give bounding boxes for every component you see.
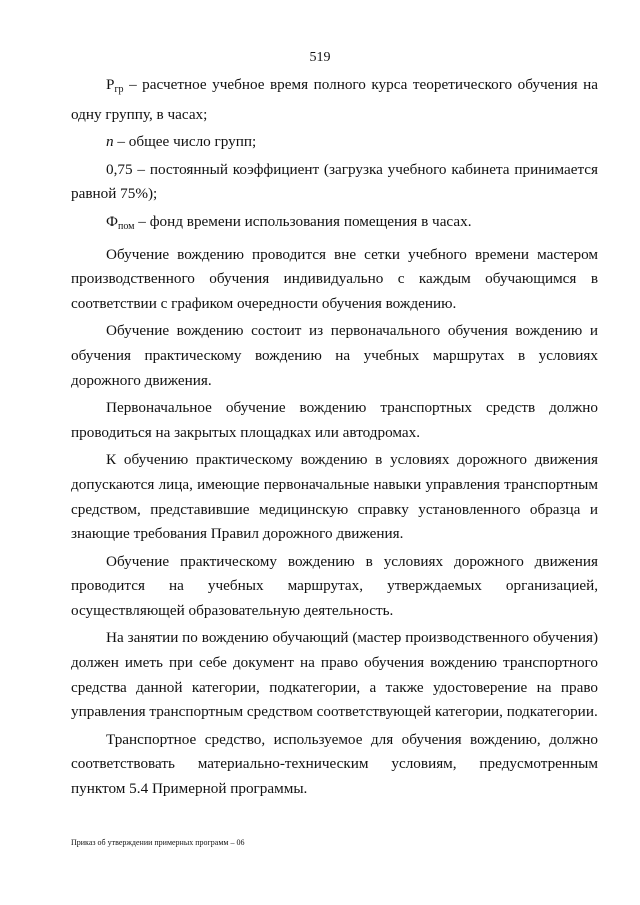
definition-item: [71, 73, 598, 127]
body-paragraph: Транспортное средство, используемое для обучения вождению, должно соответствовать материально-техническим условиям, предусмотренным пунктом 5.4 Примерной программы.: [71, 730, 598, 798]
page-number: 519: [309, 50, 331, 65]
definition-text: 0,75 – постоянный коэффициент (загрузка учебного кабинета принимается равной 75%);: [71, 160, 598, 203]
body-paragraph: Первоначальное обучение вождению транспортных средств должно проводиться на закрытых площадках или автодромах.: [71, 399, 598, 441]
body-paragraph: На занятии по вождению обучающий (мастер производственного обучения) должен иметь при себе документ на право обучения вождению транспортного средства данной категории, подкатегории, а также удостоверение на право управления транспортным средством соответствующей категории, подкатегории.: [71, 629, 598, 721]
document-body: [71, 73, 598, 802]
definition-item: [71, 210, 598, 240]
definition-item: [71, 130, 598, 155]
definition-symbol: P: [106, 76, 115, 93]
definition-symbol: Ф: [106, 212, 118, 230]
body-paragraph: Обучение вождению состоит из первоначального обучения вождению и обучения практическому вождению на учебных маршрутах в условиях дорожного движения.: [71, 322, 598, 389]
definition-text: – расчетное учебное время полного курса теоретического обучения на одну группу, в часах;: [71, 76, 598, 123]
body-paragraph: К обучению практическому вождению в условиях дорожного движения допускаются лица, имеющие первоначальные навыки управления транспортным средством, представившие медицинскую справку установленного образца и знающие требования Правил дорожного движения.: [71, 451, 598, 543]
page-footer: Приказ об утверждении примерных программ – 06: [71, 838, 245, 847]
definition-symbol: n: [106, 133, 114, 151]
definition-subscript: пом: [118, 220, 135, 232]
body-paragraph: Обучение вождению проводится вне сетки учебного времени мастером производственного обучения индивидуально с каждым обучающимся в соответствии с графиком очередности обучения вождению.: [71, 245, 598, 312]
definition-subscript: гр: [114, 84, 124, 95]
definition-text: – общее число групп;: [113, 133, 257, 151]
definition-item: [71, 158, 598, 207]
definition-text: – фонд времени использования помещения в часах.: [134, 212, 472, 230]
body-paragraph: Обучение практическому вождению в условиях дорожного движения проводится на учебных маршрутах, утверждаемых организацией, осуществляющей образовательную деятельность.: [71, 552, 598, 619]
